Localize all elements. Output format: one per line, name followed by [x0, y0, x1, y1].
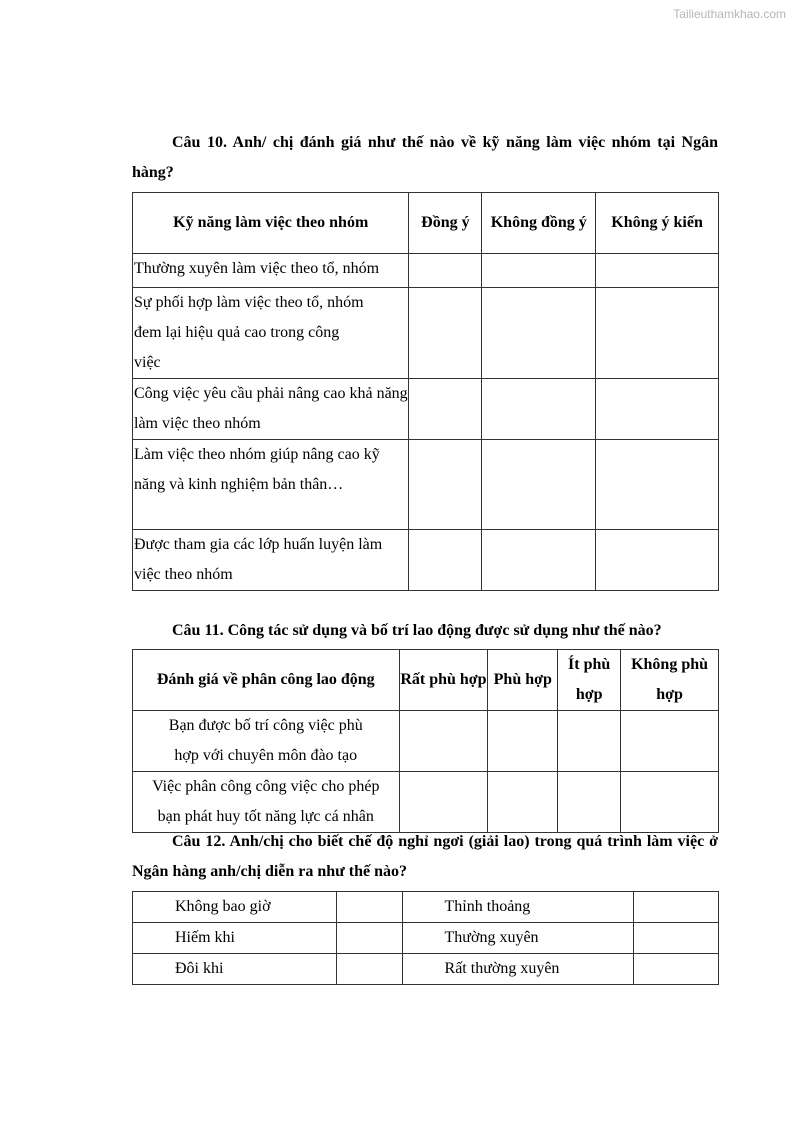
- row-label: Việc phân công công việc cho phép bạn phát huy tốt năng lực cá nhân: [133, 772, 400, 833]
- answer-cell[interactable]: [634, 954, 719, 985]
- col-header-less-suitable: Ít phù hợp: [558, 650, 621, 711]
- option-label: Thường xuyên: [402, 923, 634, 954]
- col-header-agree: Đồng ý: [409, 193, 482, 254]
- answer-cell-no-opinion[interactable]: [596, 254, 719, 288]
- answer-cell[interactable]: [336, 923, 402, 954]
- col-header-no-opinion: Không ý kiến: [596, 193, 719, 254]
- answer-cell-not-suitable[interactable]: [621, 772, 719, 833]
- table-row: [133, 440, 719, 530]
- option-label: Đôi khi: [133, 954, 337, 985]
- option-label: Hiếm khi: [133, 923, 337, 954]
- answer-cell-agree[interactable]: [409, 530, 482, 591]
- col-header-not-suitable: Không phù hợp: [621, 650, 719, 711]
- table-row: [133, 923, 719, 954]
- col-header-very-suitable: Rất phù hợp: [399, 650, 488, 711]
- row-label: Thường xuyên làm việc theo tổ, nhóm: [133, 254, 409, 288]
- answer-cell-no-opinion[interactable]: [596, 288, 719, 379]
- col-header-disagree: Không đồng ý: [482, 193, 596, 254]
- row-label: Bạn được bố trí công việc phù hợp với chuyên môn đào tạo: [133, 711, 400, 772]
- answer-cell[interactable]: [634, 923, 719, 954]
- table-row: [133, 772, 719, 833]
- row-label: Làm việc theo nhóm giúp nâng cao kỹ năng và kinh nghiệm bản thân…: [133, 440, 409, 530]
- watermark: Tailieuthamkhao.com: [673, 7, 786, 21]
- col-header-skill: Kỹ năng làm việc theo nhóm: [133, 193, 409, 254]
- table-header-row: [133, 193, 719, 254]
- answer-cell-agree[interactable]: [409, 379, 482, 440]
- question-10-title: Câu 10. Anh/ chị đánh giá như thế nào về kỹ năng làm việc nhóm tại Ngân hàng?: [132, 134, 718, 181]
- question-11-table: [132, 649, 719, 833]
- answer-cell-suitable[interactable]: [488, 772, 558, 833]
- table-row: [133, 530, 719, 591]
- answer-cell[interactable]: [336, 954, 402, 985]
- answer-cell-disagree[interactable]: [482, 254, 596, 288]
- answer-cell-disagree[interactable]: [482, 288, 596, 379]
- question-10-table: [132, 192, 719, 591]
- answer-cell-disagree[interactable]: [482, 379, 596, 440]
- answer-cell-less-suitable[interactable]: [558, 711, 621, 772]
- answer-cell-less-suitable[interactable]: [558, 772, 621, 833]
- answer-cell-disagree[interactable]: [482, 440, 596, 530]
- answer-cell-no-opinion[interactable]: [596, 530, 719, 591]
- answer-cell-not-suitable[interactable]: [621, 711, 719, 772]
- option-label: Rất thường xuyên: [402, 954, 634, 985]
- answer-cell-agree[interactable]: [409, 288, 482, 379]
- col-header-assessment: Đánh giá về phân công lao động: [133, 650, 400, 711]
- answer-cell-no-opinion[interactable]: [596, 379, 719, 440]
- answer-cell-agree[interactable]: [409, 440, 482, 530]
- col-header-suitable: Phù hợp: [488, 650, 558, 711]
- answer-cell-suitable[interactable]: [488, 711, 558, 772]
- answer-cell-no-opinion[interactable]: [596, 440, 719, 530]
- row-label: Công việc yêu cầu phải nâng cao khả năng làm việc theo nhóm: [133, 379, 409, 440]
- table-row: [133, 892, 719, 923]
- table-row: [133, 954, 719, 985]
- option-label: Không bao giờ: [133, 892, 337, 923]
- question-11-title: Câu 11. Công tác sử dụng và bố trí lao động được sử dụng như thế nào?: [172, 622, 662, 639]
- row-label: Sự phối hợp làm việc theo tổ, nhóm đem lại hiệu quả cao trong công việc: [133, 288, 409, 379]
- answer-cell-disagree[interactable]: [482, 530, 596, 591]
- table-row: [133, 288, 719, 379]
- question-12-table: [132, 891, 719, 985]
- table-header-row: [133, 650, 719, 711]
- answer-cell-agree[interactable]: [409, 254, 482, 288]
- row-label: Được tham gia các lớp huấn luyện làm việc theo nhóm: [133, 530, 409, 591]
- option-label: Thỉnh thoảng: [402, 892, 634, 923]
- answer-cell-very-suitable[interactable]: [399, 711, 488, 772]
- answer-cell[interactable]: [336, 892, 402, 923]
- table-row: [133, 379, 719, 440]
- answer-cell[interactable]: [634, 892, 719, 923]
- table-row: [133, 254, 719, 288]
- table-row: [133, 711, 719, 772]
- answer-cell-very-suitable[interactable]: [399, 772, 488, 833]
- question-12-title: Câu 12. Anh/chị cho biết chế độ nghỉ ngơi (giải lao) trong quá trình làm việc ở Ngân hàng anh/chị diễn ra như thế nào?: [132, 833, 718, 880]
